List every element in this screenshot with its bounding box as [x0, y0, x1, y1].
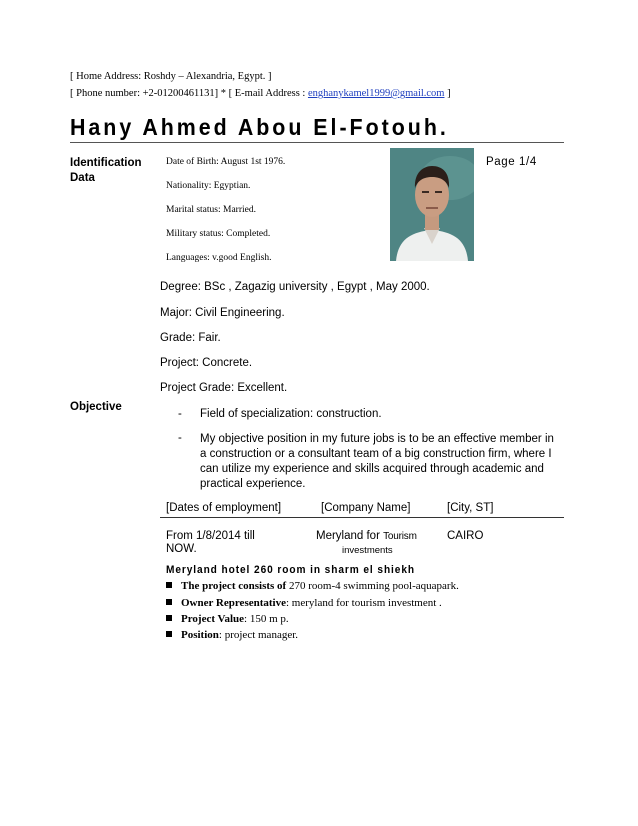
- education-major: Major: Civil Engineering.: [160, 307, 285, 319]
- id-languages: Languages: v.good English.: [166, 253, 272, 263]
- project-position-text: : project manager.: [218, 629, 299, 641]
- bullet-icon: [166, 631, 172, 637]
- id-marital-status: Marital status: Married.: [166, 205, 256, 215]
- employment-dates-header: [Dates of employment]: [166, 502, 282, 514]
- project-owner-label: Owner Representative: [181, 597, 286, 609]
- education-degree: Degree: BSc , Zagazig university , Egypt , May 2000.: [160, 281, 430, 293]
- page-number: Page 1/4: [486, 156, 537, 168]
- home-address: [ Home Address: Roshdy – Alexandria, Egypt. ]: [70, 71, 272, 82]
- id-military-status: Military status: Completed.: [166, 229, 271, 239]
- employment-company-tourism: Tourism: [383, 531, 417, 542]
- project-bullet-owner: [166, 597, 442, 609]
- email-link[interactable]: enghanykamel1999@gmail.com: [307, 88, 445, 99]
- project-title: Meryland hotel 260 room in sharm el shiekh: [166, 564, 415, 576]
- contact-line-end: ]: [444, 88, 451, 99]
- objective-specialization: Field of specialization: construction.: [200, 408, 382, 420]
- profile-photo: [390, 148, 474, 261]
- project-value-text: : 150 m p.: [244, 613, 289, 625]
- objective-line-4: practical experience.: [200, 478, 306, 490]
- specialization-dash: -: [178, 408, 182, 420]
- objective-paragraph: [200, 432, 564, 492]
- employment-dates-line1: From 1/8/2014 till: [166, 530, 255, 542]
- identification-label-line2: Data: [70, 172, 95, 184]
- project-scope-label: The project consists of: [181, 580, 287, 592]
- employment-divider: [160, 517, 564, 518]
- employment-city: CAIRO: [447, 530, 484, 542]
- project-value-label: Project Value: [181, 613, 245, 625]
- objective-line-1: My objective position in my future jobs is to be an effective member in: [200, 433, 554, 445]
- bullet-icon: [166, 615, 172, 621]
- id-date-of-birth: Date of Birth: August 1st 1976.: [166, 157, 286, 167]
- identification-label-line1: Identification: [70, 157, 142, 169]
- project-bullet-scope: [166, 580, 459, 592]
- project-bullet-position: [166, 629, 298, 641]
- education-project-grade: Project Grade: Excellent.: [160, 382, 288, 394]
- employment-company-line1: [316, 530, 417, 542]
- phone-number: [ Phone number: +2-01200461131] * [ E-mail Address :: [70, 88, 308, 99]
- id-nationality: Nationality: Egyptian.: [166, 181, 251, 191]
- employment-city-header: [City, ST]: [447, 502, 494, 514]
- education-project: Project: Concrete.: [160, 357, 253, 369]
- name-divider: [70, 142, 564, 143]
- bullet-icon: [166, 582, 172, 588]
- project-scope-text: 270 room-4 swimming pool-aquapark.: [286, 580, 459, 592]
- education-grade: Grade: Fair.: [160, 332, 221, 344]
- project-owner-text: : meryland for tourism investment .: [286, 597, 442, 609]
- objective-label: Objective: [70, 401, 122, 413]
- identification-label: [70, 156, 142, 186]
- bullet-icon: [166, 599, 172, 605]
- employment-company-header: [Company Name]: [321, 502, 411, 514]
- candidate-name: Hany Ahmed Abou El-Fotouh.: [70, 114, 449, 140]
- objective-line-3: can utilize my experience and skills acquired through academic and: [200, 463, 544, 475]
- contact-line: [70, 88, 451, 99]
- project-position-label: Position: [181, 629, 219, 641]
- objective-dash: -: [178, 432, 182, 444]
- employment-dates-line2: NOW.: [166, 543, 197, 555]
- employment-company-name: Meryland for: [316, 530, 384, 542]
- objective-line-2: a construction or a consultant team of a big construction firm, where I: [200, 448, 552, 460]
- employment-company-line2: investments: [342, 545, 393, 556]
- project-bullet-value: [166, 613, 289, 625]
